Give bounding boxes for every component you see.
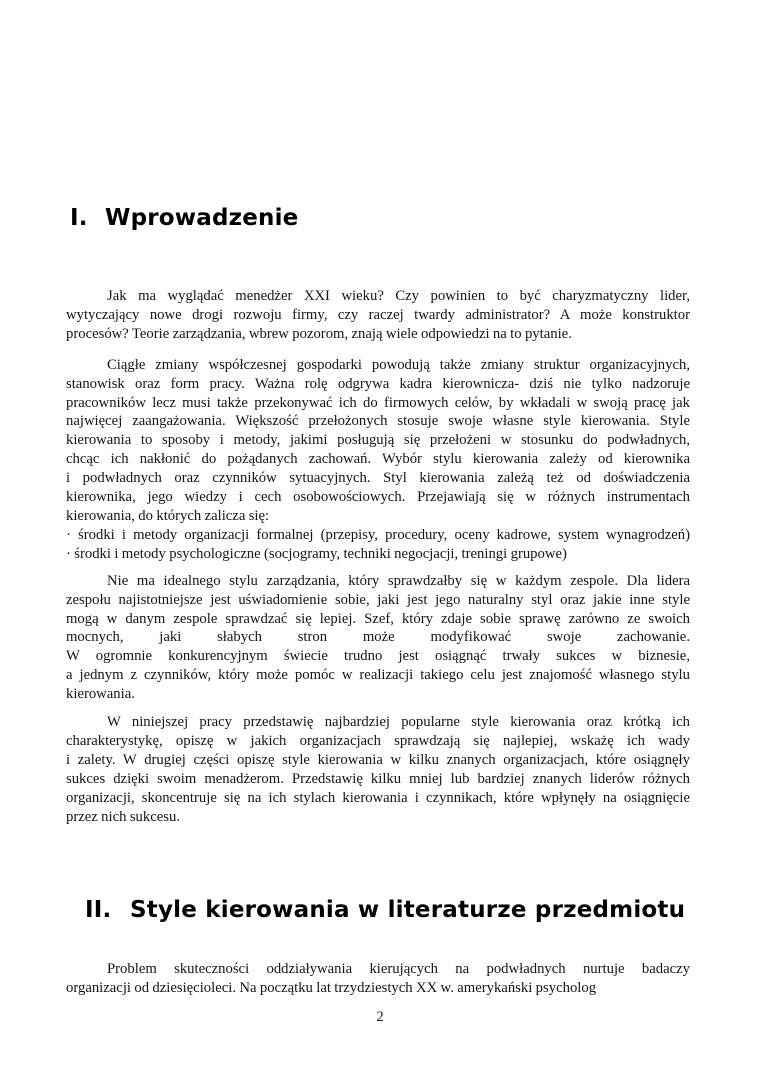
text-line: kierownika, jego wiedzy i cech osobowościowych. Przejawiają się w różnych instrumentach: [66, 489, 690, 506]
para-5: [66, 960, 690, 998]
text-line: Ciągłe zmiany współczesnej gospodarki powodują także zmiany struktur organizacyjnych,: [107, 356, 690, 373]
text-line: Problem skuteczności oddziaływania kierujących na podwładnych nurtuje badaczy: [107, 961, 690, 978]
text-line: wytyczający nowe drogi rozwoju firmy, czy raczej twardy administrator? A może konstruktor: [66, 306, 690, 323]
intro-heading-text: Wprowadzenie: [105, 205, 299, 231]
para-2: [66, 356, 690, 526]
text-line: Jak ma wyglądać menedżer XXI wieku? Czy powinien to być charyzmatyczny lider,: [107, 288, 690, 304]
text-line: a jednym z czynników, który może pomóc w realizacji takiego celu jest znajomość własnego stylu: [66, 667, 690, 684]
text-line: kierowania.: [66, 686, 135, 703]
document-body: [66, 0, 690, 998]
text-line: W ogromnie konkurencyjnym świecie trudno jest osiągnąć trwały sukces w biznesie,: [66, 648, 690, 665]
text-line: przez nich sukcesu.: [66, 808, 180, 825]
text-line: mogą w danym zespole sprawdzać się lepiej. Szef, który zdaje sobie sprawę zarówno ze swoich: [66, 610, 690, 627]
bullet-list: [66, 526, 690, 564]
text-line: organizacji od dziesięcioleci. Na początku lat trzydziestych XX w. amerykański psycholog: [66, 980, 597, 997]
section-heading: [66, 895, 690, 925]
text-line: chcąc ich nakłonić do pożądanych zachowań. Wybór stylu kierowania zależy od kierownika: [66, 451, 690, 468]
section-heading-numeral: II.: [85, 897, 112, 924]
text-line: organizacji, skoncentruje się na ich stylach kierowania i czynnikach, które wpłynęły na osiągnięcie: [66, 789, 690, 806]
text-line: Nie ma idealnego stylu zarządzania, który sprawdzałby się w każdym zespole. Dla lidera: [107, 572, 690, 589]
page-number: 2: [376, 1009, 384, 1025]
text-line: i zalety. W drugiej części opiszę style kierowania w kilku znanych organizacjach, które osiągnęły: [66, 751, 690, 768]
text-line: stanowisk oraz form pracy. Ważna rolę odgrywa kadra kierownicza- dziś nie tylko nadzoruje: [66, 375, 690, 392]
text-line: mocnych, jaki słabych stron może modyfikować swoje zachowanie.: [66, 629, 690, 646]
para-4: [66, 713, 690, 826]
text-line: · środki i metody organizacji formalnej (przepisy, procedury, oceny kadrowe, system wynagrodzeń): [66, 526, 690, 543]
section-heading-text: Style kierowania w literaturze przedmiotu: [130, 897, 686, 924]
text-line: sukces dzięki swoim menadżerom. Przedstawię kilku mniej lub bardziej znanych liderów różnych: [66, 770, 690, 787]
intro-heading: [66, 203, 690, 233]
text-line: charakterystykę, opiszę w jakich organizacjach sprawdzają się najlepiej, wskażę ich wady: [66, 732, 690, 749]
text-line: zespołu najistotniejsze jest uświadomienie sobie, jaki jest jego naturalny styl oraz jakie inne style: [66, 591, 690, 608]
text-line: kierowania, do których zalicza się:: [66, 507, 270, 524]
text-line: pracowników lecz musi także przekonywać ich do firmowych celów, by wkładali w swoją pracę jak: [66, 394, 690, 411]
para-3: [66, 572, 690, 704]
intro-heading-numeral: I.: [70, 205, 88, 231]
text-line: kierowania to sposoby i metody, jakimi posługują się przełożeni w stosunku do podwładnych,: [66, 432, 690, 449]
text-line: najwięcej zaangażowania. Większość przełożonych stosuje swoje własne style kierowania. Style: [66, 413, 690, 430]
para-1: [66, 287, 690, 344]
text-line: i podwładnych oraz czynników sytuacyjnych. Styl kierowania zależą też od doświadczenia: [66, 470, 690, 487]
text-line: W niniejszej pracy przedstawię najbardziej popularne style kierowania oraz krótką ich: [107, 714, 690, 731]
text-line: procesów? Teorie zarządzania, wbrew pozorom, znają wiele odpowiedzi na to pytanie.: [66, 325, 572, 342]
text-line: · środki i metody psychologiczne (socjogramy, techniki negocjacji, treningi grupowe): [66, 545, 567, 562]
